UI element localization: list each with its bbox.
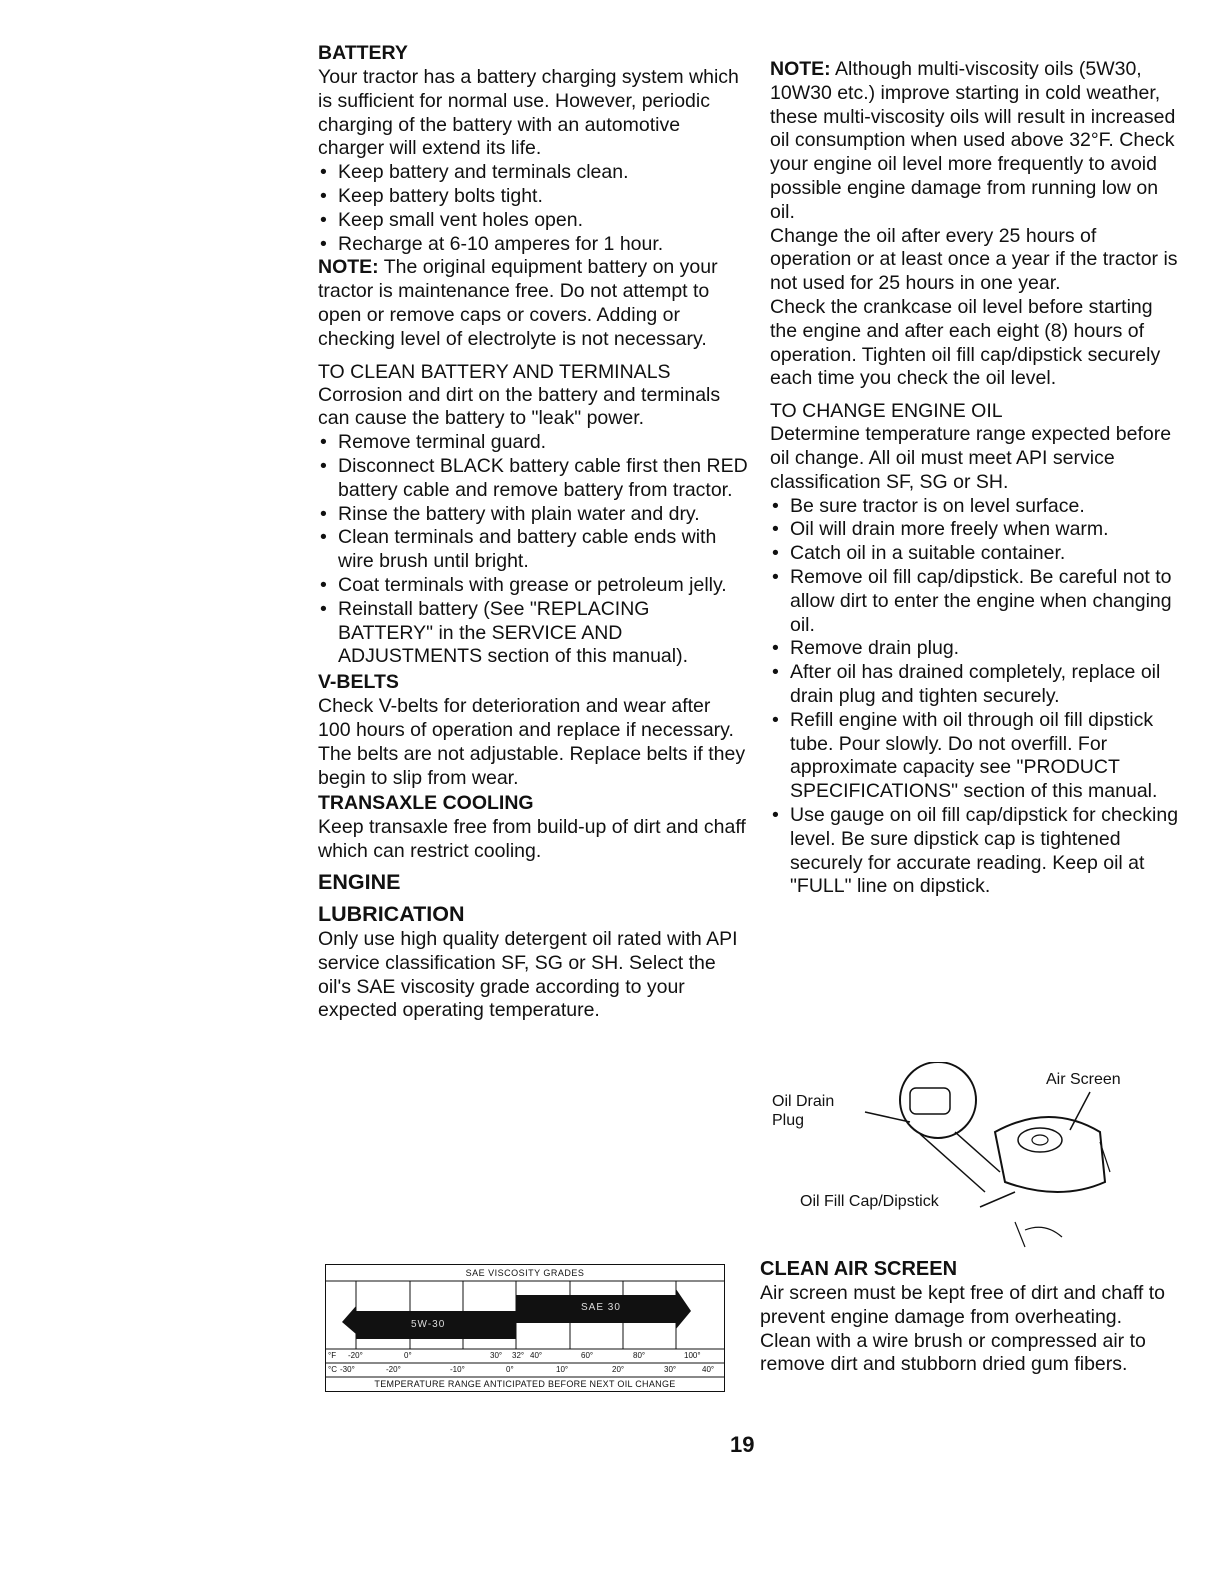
- lubrication-text: Only use high quality detergent oil rated with API service classification SF, SG or SH. Select the oil's SAE viscosity grade according to your expected operating temperature.: [318, 927, 738, 1022]
- c-tick-label: 30°: [664, 1365, 677, 1374]
- c-tick-label: -30°: [340, 1365, 355, 1374]
- lubrication-heading: LUBRICATION: [318, 901, 465, 926]
- magnifier-leader: [920, 1134, 985, 1192]
- note-label: NOTE:: [770, 58, 831, 80]
- c-tick-label: 40°: [702, 1365, 715, 1374]
- air-screen-label: Air Screen: [1046, 1071, 1121, 1088]
- list-item: • Remove drain plug.: [770, 637, 1182, 661]
- battery-heading: BATTERY: [318, 42, 408, 64]
- air-screen-detail: [1018, 1128, 1062, 1152]
- f-tick-label: -20°: [348, 1351, 363, 1360]
- multi-viscosity-note: [770, 58, 1182, 225]
- clean-intro: Corrosion and dirt on the battery and terminals can cause the battery to "leak" power.: [318, 383, 721, 430]
- oil-change-interval: Change the oil after every 25 hours of operation or at least once a year if the tractor is not used for 25 hours in one year.: [770, 224, 1178, 295]
- f-tick-label: 80°: [633, 1351, 646, 1360]
- vbelts-heading: V-BELTS: [318, 671, 399, 694]
- oil-fill-leader: [980, 1192, 1015, 1207]
- vbelts-text: Check V-belts for deterioration and wear after 100 hours of operation and replace if necessary. The belts are not adjustable. Replace belts if they begin to slip from wear.: [318, 695, 746, 789]
- sae-chart-title: SAE VISCOSITY GRADES: [465, 1268, 585, 1278]
- c-tick-label: -20°: [386, 1365, 401, 1374]
- transaxle-text: Keep transaxle free from build-up of dirt and chaff which can restrict cooling.: [318, 816, 746, 863]
- air-screen-heading: CLEAN AIR SCREEN: [760, 1258, 958, 1280]
- list-item: • Clean terminals and battery cable ends with wire brush until bright.: [318, 526, 748, 574]
- list-item: • Keep battery and terminals clean.: [318, 161, 748, 185]
- f-tick-label: 0°: [404, 1351, 412, 1360]
- list-item: • Keep small vent holes open.: [318, 209, 748, 233]
- list-item: • Reinstall battery (See "REPLACING BATTERY" in the SERVICE AND ADJUSTMENTS section of this manual).: [318, 598, 748, 669]
- note-label: NOTE:: [318, 256, 379, 279]
- multi-viscosity-note-text: Although multi-viscosity oils (5W30, 10W30 etc.) improve starting in cold weather, these multi-viscosity oils will result in increased oil consumption when used above 32°F. Check your engine oil level more frequently to avoid possible engine damage from running low on oil.: [770, 58, 1176, 223]
- air-screen-text: Air screen must be kept free of dirt and chaff to prevent engine damage from overheating. Clean with a wire brush or compressed air to remove dirt and stubborn dried gum fibers.: [760, 1282, 1166, 1376]
- c-tick-label: -10°: [450, 1365, 465, 1374]
- list-item: • Be sure tractor is on level surface.: [770, 495, 1182, 519]
- battery-note-text: The original equipment battery on your tractor is maintenance free. Do not attempt to open or remove caps or covers. Adding or checking level of electrolyte is not necessary.: [318, 256, 718, 350]
- list-item: • Coat terminals with grease or petroleum jelly.: [318, 574, 748, 598]
- change-oil-intro: Determine temperature range expected before oil change. All oil must meet API service classification SF, SG or SH.: [770, 423, 1172, 493]
- list-item: • Disconnect BLACK battery cable first then RED battery cable and remove battery from tractor.: [318, 455, 748, 503]
- sae-viscosity-chart: [325, 1264, 725, 1392]
- engine-body: [995, 1117, 1105, 1192]
- change-oil-bullet-list: [770, 495, 1182, 900]
- battery-note: [318, 256, 748, 351]
- engine-diagram: [770, 1062, 1170, 1252]
- page-number: 19: [730, 1432, 755, 1457]
- list-item: • Oil will drain more freely when warm.: [770, 518, 1182, 542]
- sae-chart-footer: TEMPERATURE RANGE ANTICIPATED BEFORE NEXT OIL CHANGE: [374, 1379, 676, 1389]
- grade-5w30-label: 5W-30: [411, 1319, 446, 1330]
- engine-heading: ENGINE: [318, 869, 401, 894]
- oil-check-text: Check the crankcase oil level before starting the engine and after each eight (8) hours of operation. Tighten oil fill cap/dipstick securely each time you check the oil level.: [770, 295, 1161, 390]
- list-item: • After oil has drained completely, replace oil drain plug and tighten securely.: [770, 661, 1182, 709]
- f-tick-label: 30°: [490, 1351, 503, 1360]
- f-tick-label: 32°: [512, 1351, 525, 1360]
- plug-label: Plug: [772, 1112, 805, 1129]
- celsius-unit: °C: [328, 1365, 337, 1374]
- f-tick-label: 40°: [530, 1351, 543, 1360]
- f-tick-label: 60°: [581, 1351, 594, 1360]
- f-tick-label: 100°: [684, 1351, 701, 1360]
- engine-illustration: [770, 1062, 1170, 1252]
- list-item: • Keep battery bolts tight.: [318, 185, 748, 209]
- left-column: [318, 40, 748, 1023]
- c-tick-label: 0°: [506, 1365, 514, 1374]
- list-item: • Catch oil in a suitable container.: [770, 542, 1182, 566]
- list-item: • Use gauge on oil fill cap/dipstick for checking level. Be sure dipstick cap is tightened securely for accurate reading. Keep oil at "FULL" line on dipstick.: [770, 804, 1182, 899]
- c-tick-label: 10°: [556, 1365, 569, 1374]
- right-column: [770, 58, 1182, 899]
- clean-bullet-list: [318, 431, 748, 669]
- fahrenheit-unit: °F: [328, 1351, 337, 1360]
- oil-drain-label: Oil Drain: [772, 1093, 835, 1110]
- transaxle-heading: TRANSAXLE COOLING: [318, 792, 534, 815]
- change-oil-heading: TO CHANGE ENGINE OIL: [770, 400, 1003, 423]
- battery-bullet-list: [318, 161, 748, 256]
- oil-fill-label: Oil Fill Cap/Dipstick: [800, 1193, 939, 1210]
- drain-plug-detail: [910, 1088, 950, 1114]
- dipstick-detail: [1015, 1222, 1062, 1247]
- clean-battery-heading: TO CLEAN BATTERY AND TERMINALS: [318, 360, 671, 383]
- list-item: • Recharge at 6-10 amperes for 1 hour.: [318, 233, 748, 257]
- air-screen-section: [760, 1256, 1170, 1377]
- magnifier-leader: [955, 1132, 1000, 1172]
- magnifier-circle: [900, 1062, 976, 1138]
- grade-sae30-label: SAE 30: [581, 1302, 621, 1313]
- c-tick-label: 20°: [612, 1365, 625, 1374]
- list-item: • Remove oil fill cap/dipstick. Be careful not to allow dirt to enter the engine when changing oil.: [770, 566, 1182, 637]
- battery-intro: Your tractor has a battery charging system which is sufficient for normal use. However, periodic charging of the battery with an automotive charger will extend its life.: [318, 66, 739, 160]
- list-item: • Remove terminal guard.: [318, 431, 748, 455]
- list-item: • Refill engine with oil through oil fill dipstick tube. Pour slowly. Do not overfill. For approximate capacity see "PRODUCT SPECIFICATIONS" section of this manual.: [770, 709, 1182, 804]
- list-item: • Rinse the battery with plain water and dry.: [318, 503, 748, 527]
